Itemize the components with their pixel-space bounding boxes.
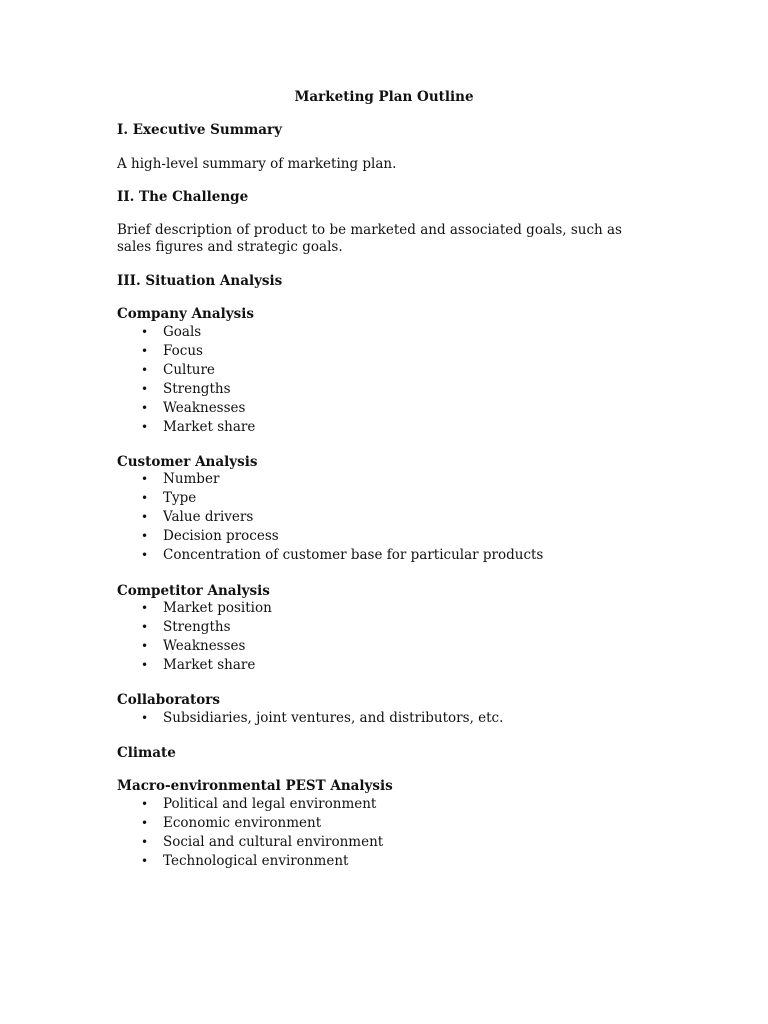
document-page: Marketing Plan Outline I. Executive Summary A high-level summary of marketing plan. II. The Challenge Brief description of product to be marketed and associated goals, such as sales figures and strategic goals. III. Situation Analysis Company Analysis • Goals • Focus • Culture • Strengths • Weaknesses • Market share Customer Analysis • Number • Type • Value drivers • Decision process • Concentration of customer base for particular products Competitor Analysis • Market position • Strengths • Weaknesses • Market share Collaborators • Subsidiaries, joint ventures, and distributors, etc. Climate Macro-environmental PEST Analysis • Political and legal environment • Economic environment • Social and cultural environment • Technological environment xyxy=(0,0,768,1024)
bullet-icon: • xyxy=(141,491,149,505)
bullet-icon: • xyxy=(141,382,149,396)
climate-heading: Climate xyxy=(117,745,176,761)
bullet-icon: • xyxy=(141,472,149,486)
bullet-icon: • xyxy=(141,639,149,653)
bullet-icon: • xyxy=(141,835,149,849)
bullet-icon: • xyxy=(141,601,149,615)
executive-summary-heading: I. Executive Summary xyxy=(117,122,283,138)
collaborators-heading: Collaborators xyxy=(117,692,221,708)
company-analysis-heading: Company Analysis xyxy=(117,306,254,322)
challenge-heading: II. The Challenge xyxy=(117,189,249,205)
challenge-text: Brief description of product to be marketed and associated goals, such as sales figures and strategic goals. xyxy=(117,222,622,255)
bullet-icon: • xyxy=(141,658,149,672)
bullet-icon: • xyxy=(141,420,149,434)
bullet-icon: • xyxy=(141,401,149,415)
document-title: Marketing Plan Outline xyxy=(294,89,474,105)
bullet-icon: • xyxy=(141,816,149,830)
bullet-icon: • xyxy=(141,529,149,543)
bullet-icon: • xyxy=(141,363,149,377)
bullet-icon: • xyxy=(141,548,149,562)
bullet-icon: • xyxy=(141,711,149,725)
bullet-icon: • xyxy=(141,854,149,868)
situation-analysis-heading: III. Situation Analysis xyxy=(117,273,283,289)
pest-analysis-heading: Macro-environmental PEST Analysis xyxy=(117,778,393,794)
executive-summary-text: A high-level summary of marketing plan. xyxy=(117,156,397,172)
customer-analysis-heading: Customer Analysis xyxy=(117,454,258,470)
bullet-icon: • xyxy=(141,797,149,811)
bullet-icon: • xyxy=(141,325,149,339)
bullet-icon: • xyxy=(141,510,149,524)
competitor-analysis-heading: Competitor Analysis xyxy=(117,583,270,599)
bullet-icon: • xyxy=(141,620,149,634)
bullet-icon: • xyxy=(141,344,149,358)
